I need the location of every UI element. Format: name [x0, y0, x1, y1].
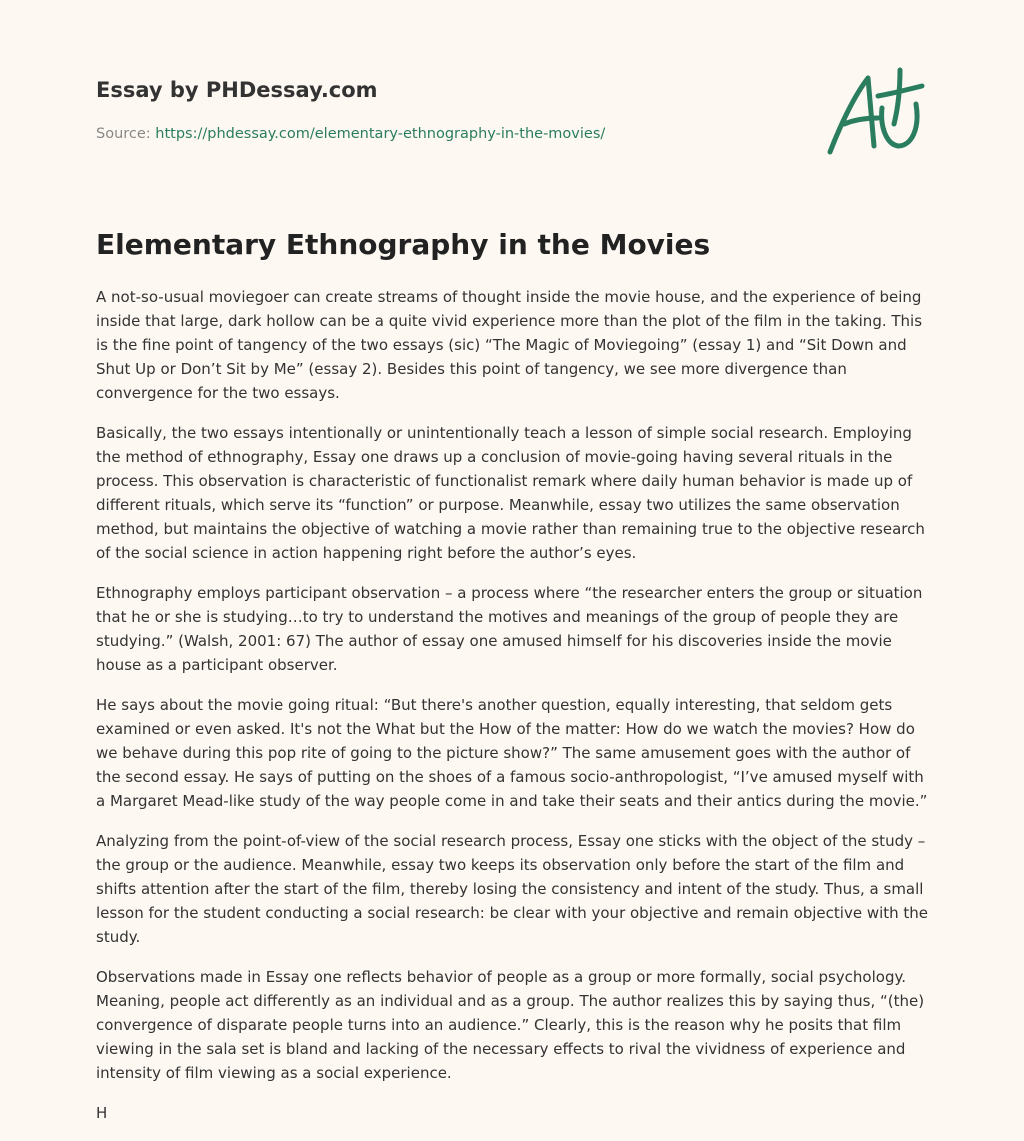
source-link[interactable]: https://phdessay.com/elementary-ethnography-in-the-movies/	[155, 126, 606, 142]
site-brand: Essay by PHDessay.com	[96, 78, 378, 102]
article-title: Elementary Ethnography in the Movies	[96, 228, 711, 261]
paragraph: Analyzing from the point-of-view of the social research process, Essay one sticks with the object of the study – the group or the audience. Meanwhile, essay two keeps its observation only before the start of the film and shifts attention after the start of the film, thereby losing the consistency and intent of the study. Thus, a small lesson for the student conducting a social research: be clear with your objective and remain objective with the study.	[96, 832, 929, 946]
paragraph: A not-so-usual moviegoer can create streams of thought inside the movie house, and the experience of being inside that large, dark hollow can be a quite vivid experience more than the plot of the film in the taking. This is the fine point of tangency of the two essays (sic) “The Magic of Moviegoing” (essay 1) and “Sit Down and Shut Up or Don’t Sit by Me” (essay 2). Besides this point of tangency, we see more divergence than convergence for the two essays.	[96, 288, 923, 402]
paragraph-fragment: H	[96, 1104, 108, 1122]
source-line	[96, 124, 605, 144]
source-label: Source:	[96, 126, 151, 142]
page-header	[96, 74, 928, 174]
paragraph: He says about the movie going ritual: “But there's another question, equally interesting, that seldom gets examined or even asked. It's not the What but the How of the matter: How do we watch the movies? How do we behave during this pop rite of going to the picture show?” The same amusement goes with the author of the second essay. He says of putting on the shoes of a famous socio-anthropologist, “I’ve amused myself with a Margaret Mead-like study of the way people come in and take their seats and their antics during the movie.”	[96, 696, 928, 810]
a-plus-logo-icon	[824, 66, 932, 162]
article-body	[96, 285, 932, 1141]
paragraph: Ethnography employs participant observation – a process where “the researcher enters the group or situation that he or she is studying…to try to understand the motives and meanings of the group of people they are studying.” (Walsh, 2001: 67) The author of essay one amused himself for his discoveries inside the movie house as a participant observer.	[96, 584, 923, 674]
paragraph: Basically, the two essays intentionally or unintentionally teach a lesson of simple social research. Employing the method of ethnography, Essay one draws up a conclusion of movie-going having several rituals in the process. This observation is characteristic of functionalist remark where daily human behavior is made up of different rituals, which serve its “function” or purpose. Meanwhile, essay two utilizes the same observation method, but maintains the objective of watching a movie rather than remaining true to the objective research of the social science in action happening right before the author’s eyes.	[96, 424, 925, 562]
paragraph: Observations made in Essay one reflects behavior of people as a group or more formally, social psychology. Meaning, people act differently as an individual and as a group. The author realizes this by saying thus, “(the) convergence of disparate people turns into an audience.” Clearly, this is the reason why he posits that film viewing in the sala set is bland and lacking of the necessary effects to rival the vividness of experience and intensity of film viewing as a social experience.	[96, 968, 925, 1082]
